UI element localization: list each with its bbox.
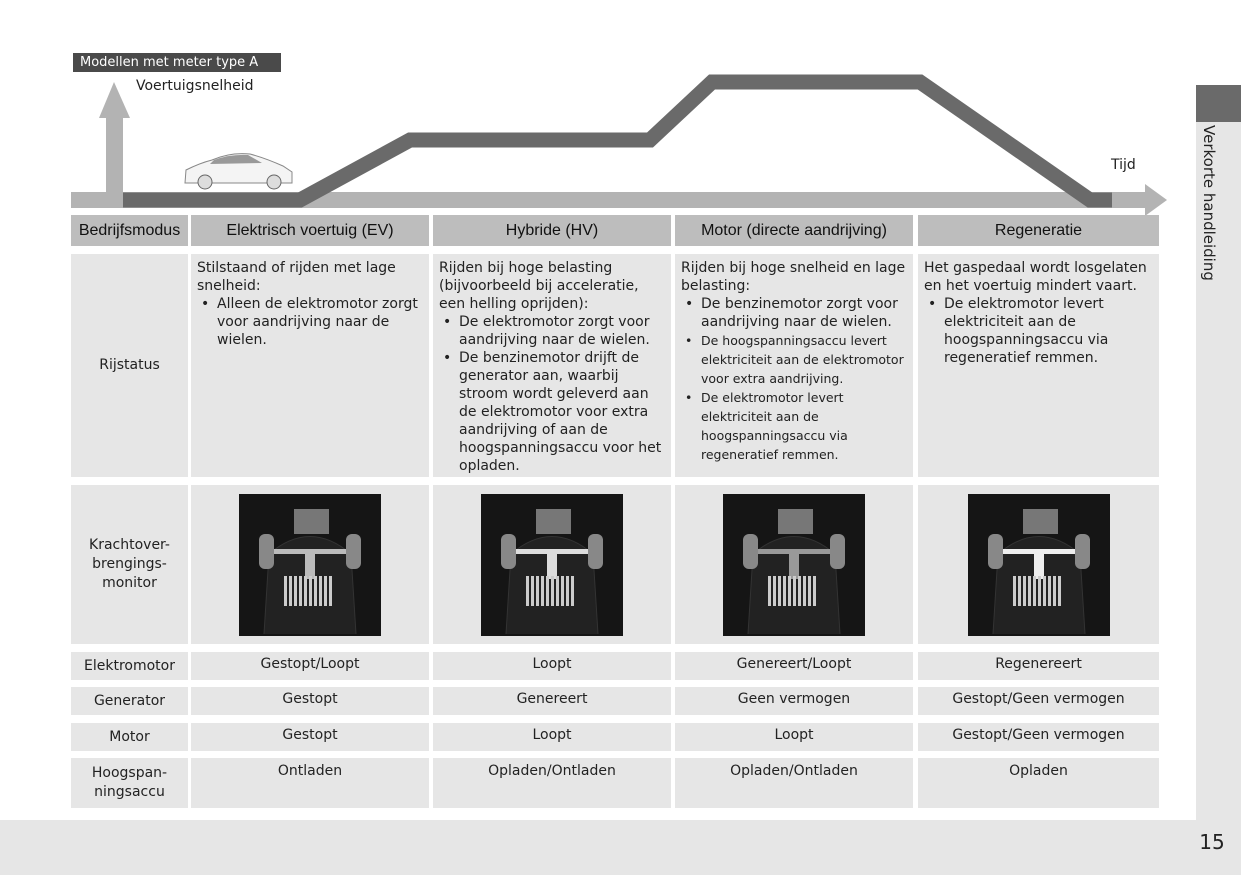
powertrain-diagram-image	[239, 494, 381, 636]
hoogspanningsaccu-regeneration: Opladen	[918, 758, 1159, 808]
intro: Rijden bij hoge belasting (bijvoorbeeld bij acceleratie, een helling oprijden):	[439, 260, 639, 312]
motor-ev: Gestopt	[191, 723, 429, 751]
speed-axis	[106, 115, 123, 195]
section-title: Verkorte handleiding	[1200, 125, 1218, 281]
elektromotor-engine: Genereert/Loopt	[675, 652, 913, 680]
hoogspanningsaccu-ev: Ontladen	[191, 758, 429, 808]
powertrain-diagram-image	[481, 494, 623, 636]
row-label-generator: Generator	[71, 687, 188, 715]
rijstatus-regeneration	[918, 254, 1159, 477]
monitor-regeneration	[918, 485, 1159, 644]
generator-ev: Gestopt	[191, 687, 429, 715]
rijstatus-hv	[433, 254, 671, 477]
row-label-rijstatus: Rijstatus	[71, 254, 188, 477]
generator-regeneration: Gestopt/Geen vermogen	[918, 687, 1159, 715]
elektromotor-regeneration: Regenereert	[918, 652, 1159, 680]
bullet: • De benzinemotor drijft de generator aan, waarbij stroom wordt geleverd aan de elektromotor voor extra aandrijving of aan de hoogspanningsaccu voor het opladen.	[459, 349, 665, 475]
page-number: 15	[1199, 830, 1225, 854]
header-ev: Elektrisch voertuig (EV)	[191, 215, 429, 246]
elektromotor-ev: Gestopt/Loopt	[191, 652, 429, 680]
powertrain-diagram-image	[723, 494, 865, 636]
model-badge: Modellen met meter type A	[73, 53, 281, 72]
header-hv: Hybride (HV)	[433, 215, 671, 246]
bullet: • De hoogspanningsaccu levert elektriciteit aan de elektromotor voor extra aandrijving.	[701, 331, 907, 388]
time-axis-arrowhead	[1145, 184, 1167, 215]
header-regeneration: Regeneratie	[918, 215, 1159, 246]
monitor-ev	[191, 485, 429, 644]
elektromotor-hv: Loopt	[433, 652, 671, 680]
section-tab[interactable]	[1196, 85, 1241, 122]
motor-hv: Loopt	[433, 723, 671, 751]
bullet: • De elektromotor levert elektriciteit aan de hoogspanningsaccu via regeneratief remmen.	[701, 388, 907, 464]
row-label-motor: Motor	[71, 723, 188, 751]
intro: Het gaspedaal wordt losgelaten en het voertuig mindert vaart.	[924, 260, 1147, 294]
speed-axis-label: Voertuigsnelheid	[136, 78, 254, 94]
rijstatus-engine	[675, 254, 913, 477]
header-mode: Bedrijfsmodus	[71, 215, 188, 246]
header-engine: Motor (directe aandrijving)	[675, 215, 913, 246]
motor-engine: Loopt	[675, 723, 913, 751]
intro: Rijden bij hoge snelheid en lage belasting:	[681, 260, 906, 294]
footer-band	[0, 820, 1196, 875]
row-label-elektromotor: Elektromotor	[71, 652, 188, 680]
rijstatus-ev	[191, 254, 429, 477]
generator-hv: Genereert	[433, 687, 671, 715]
monitor-hv	[433, 485, 671, 644]
row-label-hoogspanningsaccu: Hoogspan- ningsaccu	[71, 758, 188, 808]
powertrain-diagram-image	[968, 494, 1110, 636]
bullet: • De elektromotor levert elektriciteit aan de hoogspanningsaccu via regeneratief remmen.	[944, 295, 1153, 367]
monitor-engine	[675, 485, 913, 644]
hoogspanningsaccu-hv: Opladen/Ontladen	[433, 758, 671, 808]
row-label-monitor: Krachtover- brengings- monitor	[71, 485, 188, 644]
motor-regeneration: Gestopt/Geen vermogen	[918, 723, 1159, 751]
intro: Stilstaand of rijden met lage snelheid:	[197, 260, 396, 294]
car-icon	[185, 154, 292, 189]
hoogspanningsaccu-engine: Opladen/Ontladen	[675, 758, 913, 808]
bullet: • De elektromotor zorgt voor aandrijving naar de wielen.	[459, 313, 665, 349]
generator-engine: Geen vermogen	[675, 687, 913, 715]
time-axis-label: Tijd	[1111, 157, 1136, 173]
speed-graph	[0, 0, 1241, 215]
bullet: • De benzinemotor zorgt voor aandrijving naar de wielen.	[701, 295, 907, 331]
bullet: • Alleen de elektromotor zorgt voor aandrijving naar de wielen.	[217, 295, 423, 349]
speed-axis-arrowhead	[99, 82, 130, 118]
